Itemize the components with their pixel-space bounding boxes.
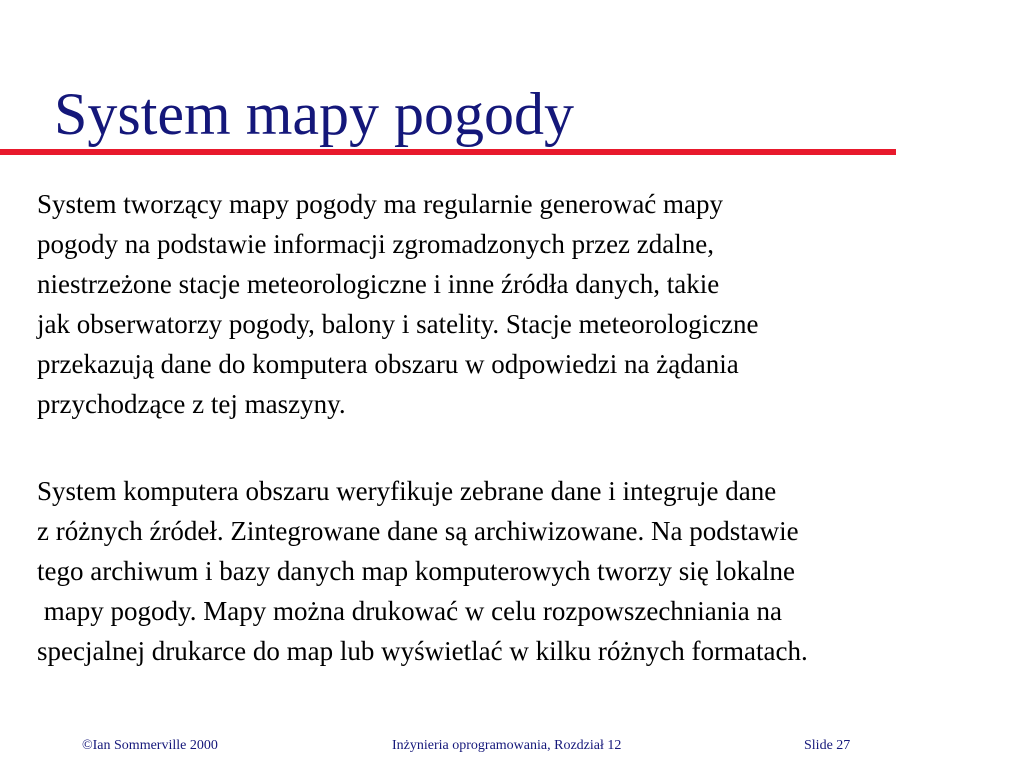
footer-slide-number: Slide 27 — [804, 738, 851, 753]
paragraph-line: System tworzący mapy pogody ma regularnie generować mapy — [37, 189, 724, 219]
title-underline — [0, 149, 896, 155]
paragraph-line: System komputera obszaru weryfikuje zebrane dane i integruje dane — [37, 476, 777, 506]
footer-course: Inżynieria oprogramowania, Rozdział 12 — [392, 738, 622, 753]
paragraph-line: tego archiwum i bazy danych map komputerowych tworzy się lokalne — [37, 556, 796, 586]
paragraph-2 — [37, 471, 808, 671]
paragraph-line: pogody na podstawie informacji zgromadzonych przez zdalne, — [37, 229, 714, 259]
footer-copyright: ©Ian Sommerville 2000 — [82, 738, 218, 753]
paragraph-line: przekazują dane do komputera obszaru w odpowiedzi na żądania — [37, 349, 739, 379]
paragraph-line: niestrzeżone stacje meteorologiczne i inne źródła danych, takie — [37, 269, 720, 299]
paragraph-1 — [37, 184, 759, 424]
paragraph-line: mapy pogody. Mapy można drukować w celu rozpowszechniania na — [37, 596, 783, 626]
paragraph-line: z różnych źródeł. Zintegrowane dane są archiwizowane. Na podstawie — [37, 516, 799, 546]
paragraph-line: specjalnej drukarce do map lub wyświetlać w kilku różnych formatach. — [37, 636, 808, 666]
paragraph-line: jak obserwatorzy pogody, balony i satelity. Stacje meteorologiczne — [37, 309, 759, 339]
paragraph-line: przychodzące z tej maszyny. — [37, 389, 346, 419]
slide-title: System mapy pogody — [54, 81, 574, 147]
